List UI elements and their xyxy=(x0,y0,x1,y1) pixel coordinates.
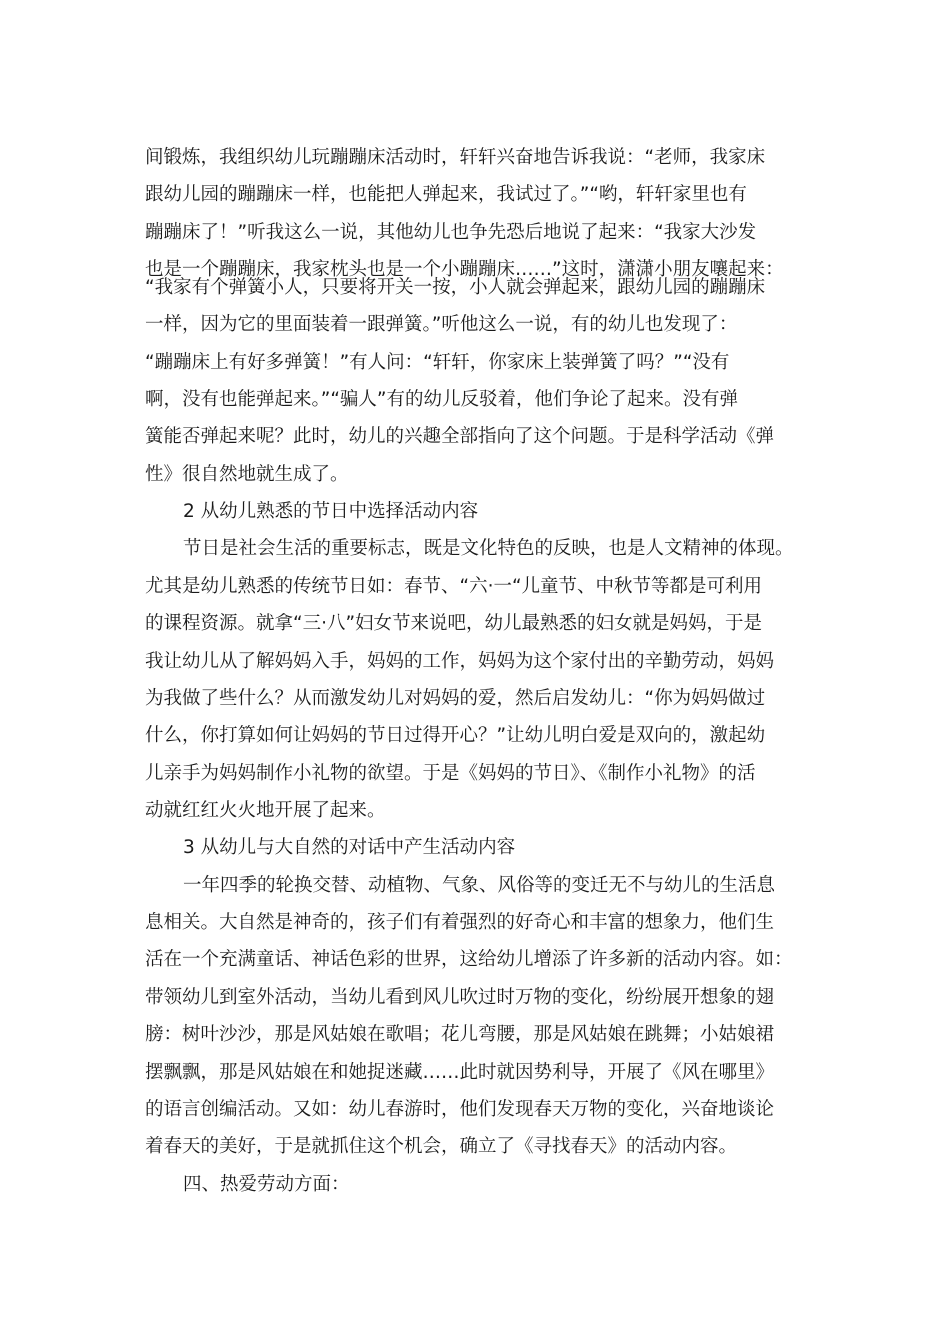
text-line: 息相关。大自然是神奇的，孩子们有着强烈的好奇心和丰富的想象力，他们生 xyxy=(145,912,775,933)
text-line: 蹦蹦床了！”听我这么一说，其他幼儿也争先恐后地说了起来：“我家大沙发 xyxy=(145,222,757,243)
text-line: 节日是社会生活的重要标志，既是文化特色的反映，也是人文精神的体现。 xyxy=(183,538,794,559)
text-line: “我家有个弹簧小人，只要将开关一按，小人就会弹起来，跟幼儿园的蹦蹦床 xyxy=(145,277,766,298)
text-line: 摆飘飘，那是风姑娘在和她捉迷藏……此时就因势利导，开展了《风在哪里》 xyxy=(145,1062,775,1083)
text-line: 跟幼儿园的蹦蹦床一样，也能把人弹起来，我试过了。”“哟，轩轩家里也有 xyxy=(145,184,747,205)
text-line: 活在一个充满童话、神话色彩的世界，这给幼儿增添了许多新的活动内容。如： xyxy=(145,949,793,970)
text-line: 尤其是幼儿熟悉的传统节日如：春节、“六·一“儿童节、中秋节等都是可利用 xyxy=(145,576,763,597)
text-line: 一样，因为它的里面装着一跟弹簧。”听他这么一说，有的幼儿也发现了： xyxy=(145,314,738,335)
text-line: 带领幼儿到室外活动，当幼儿看到风儿吹过时万物的变化，纷纷展开想象的翅 xyxy=(145,987,775,1008)
section-heading: 四、热爱劳动方面： xyxy=(183,1174,350,1195)
text-line: 膀：树叶沙沙，那是风姑娘在歌唱；花儿弯腰，那是风姑娘在跳舞；小姑娘裙 xyxy=(145,1024,775,1045)
text-line: 我让幼儿从了解妈妈入手，妈妈的工作，妈妈为这个家付出的辛勤劳动，妈妈 xyxy=(145,651,775,672)
text-line: “蹦蹦床上有好多弹簧！”有人问：“轩轩，你家床上装弹簧了吗？”“没有 xyxy=(145,352,730,373)
text-line: 间锻炼，我组织幼儿玩蹦蹦床活动时，轩轩兴奋地告诉我说：“老师，我家床 xyxy=(145,147,766,168)
text-line: 为我做了些什么？从而激发幼儿对妈妈的爱，然后启发幼儿：“你为妈妈做过 xyxy=(145,688,766,709)
text-line: 动就红红火火地开展了起来。 xyxy=(145,800,386,821)
text-line: 的课程资源。就拿“三·八”妇女节来说吧，幼儿最熟悉的妇女就是妈妈，于是 xyxy=(145,613,763,634)
text-line: 性》很自然地就生成了。 xyxy=(145,464,349,485)
section-heading: 2 从幼儿熟悉的节日中选择活动内容 xyxy=(183,501,479,522)
text-line: 一年四季的轮换交替、动植物、气象、风俗等的变迁无不与幼儿的生活息 xyxy=(183,875,776,896)
text-line: 着春天的美好，于是就抓住这个机会，确立了《寻找春天》的活动内容。 xyxy=(145,1136,738,1157)
section-heading: 3 从幼儿与大自然的对话中产生活动内容 xyxy=(183,837,516,858)
text-line: 什么，你打算如何让妈妈的节日过得开心？”让幼儿明白爱是双向的，激起幼 xyxy=(145,725,766,746)
text-line: 也是一个蹦蹦床，我家枕头也是一个小蹦蹦床……”这时，潇潇小朋友嚷起来： xyxy=(145,259,784,280)
text-line: 啊，没有也能弹起来。”“骗人”有的幼儿反驳着，他们争论了起来。没有弹 xyxy=(145,389,739,410)
text-line: 儿亲手为妈妈制作小礼物的欲望。于是《妈妈的节日》、《制作小礼物》的活 xyxy=(145,763,756,784)
text-line: 的语言创编活动。又如：幼儿春游时，他们发现春天万物的变化，兴奋地谈论 xyxy=(145,1099,775,1120)
text-line: 簧能否弹起来呢？此时，幼儿的兴趣全部指向了这个问题。于是科学活动《弹 xyxy=(145,426,775,447)
